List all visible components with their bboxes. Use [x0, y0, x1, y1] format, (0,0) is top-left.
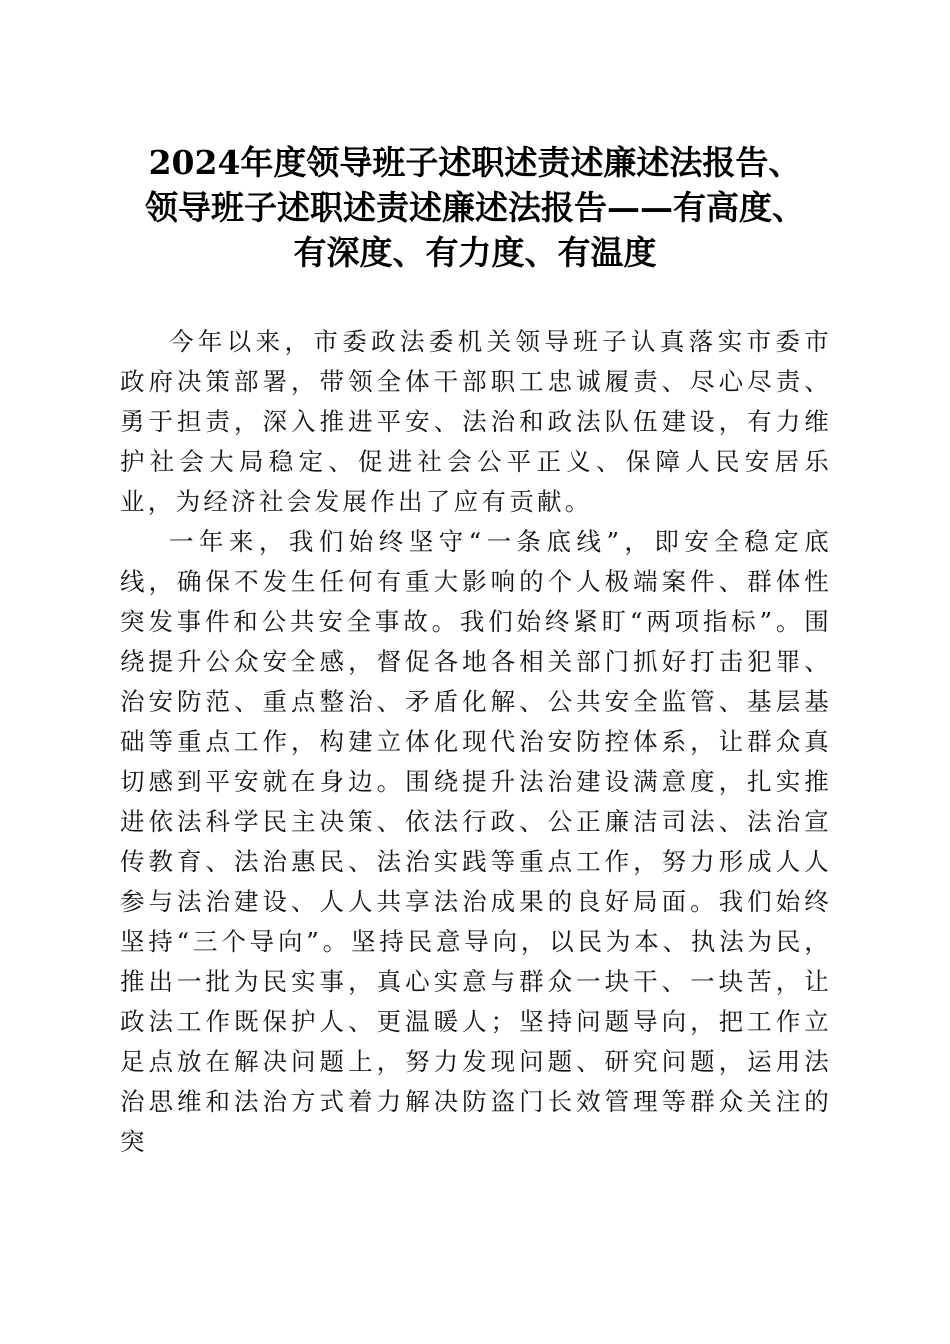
- document-body: [120, 322, 832, 1162]
- paragraph-year-review: 一年来，我们始终坚守“一条底线”，即安全稳定底线，确保不发生任何有重大影响的个人极端案件、群体性突发事件和公共安全事故。我们始终紧盯“两项指标”。围绕提升公众安全感，督促各地各相关部门抓好打击犯罪、治安防范、重点整治、矛盾化解、公共安全监管、基层基础等重点工作，构建立体化现代治安防控体系，让群众真切感到平安就在身边。围绕提升法治建设满意度，扎实推进依法科学民主决策、依法行政、公正廉洁司法、法治宣传教育、法治惠民、法治实践等重点工作，努力形成人人参与法治建设、人人共享法治成果的良好局面。我们始终坚持“三个导向”。坚持民意导向，以民为本、执法为民，推出一批为民实事，真心实意与群众一块干、一块苦，让政法工作既保护人、更温暖人；坚持问题导向，把工作立足点放在解决问题上，努力发现问题、研究问题，运用法治思维和法治方式着力解决防盗门长效管理等群众关注的突: [120, 527, 832, 1156]
- title-line-2: 领导班子述职述责述廉述法报告——有高度、: [145, 188, 805, 227]
- document-title: [120, 140, 830, 275]
- paragraph-intro: 今年以来，市委政法委机关领导班子认真落实市委市政府决策部署，带领全体干部职工忠诚履责、尽心尽责、勇于担责，深入推进平安、法治和政法队伍建设，有力维护社会大局稳定、促进社会公平正义、保障人民安居乐业，为经济社会发展作出了应有贡献。: [120, 327, 832, 516]
- title-line-3: 有深度、有力度、有温度: [293, 233, 657, 272]
- title-line-1: 2024年度领导班子述职述责述廉述法报告、: [148, 143, 802, 182]
